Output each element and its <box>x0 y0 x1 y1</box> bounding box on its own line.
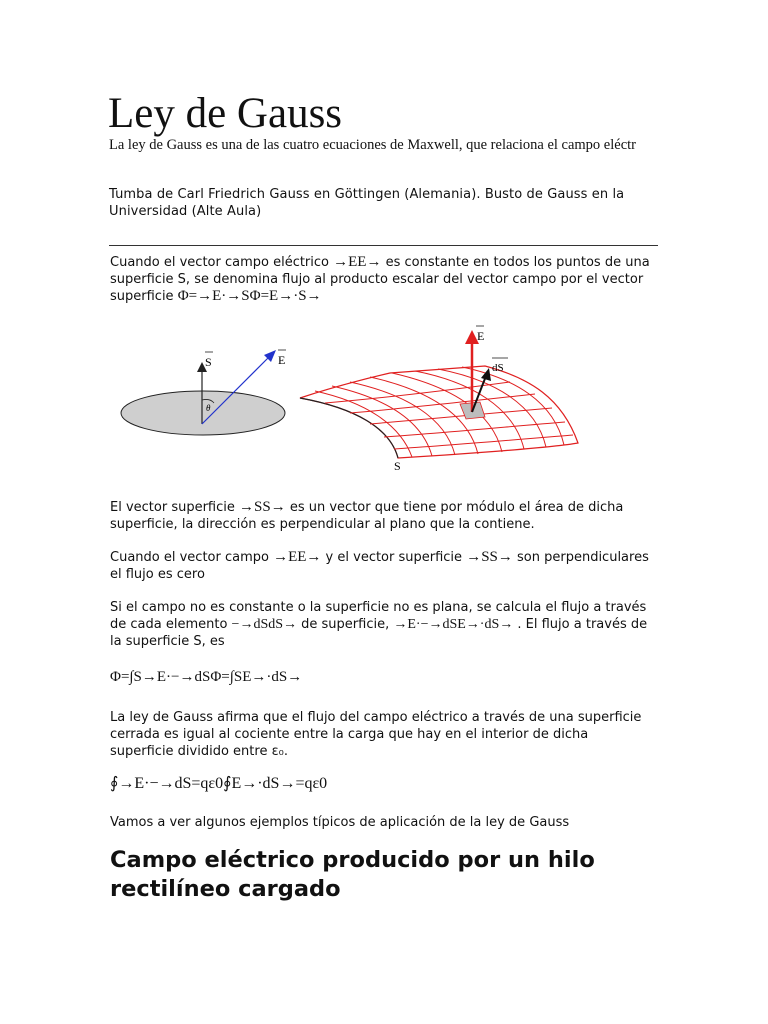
text: El vector superficie <box>110 500 240 515</box>
intro-paragraph: La ley de Gauss es una de las cuatro ecuaciones de Maxwell, que relaciona el campo eléctr <box>109 137 636 153</box>
math-inline: →EE→ <box>333 254 382 270</box>
paragraph-nonconstant-field <box>110 599 655 650</box>
text: . El flujo a través de la superficie S, es <box>110 617 648 649</box>
image-caption: Tumba de Carl Friedrich Gauss en Göttingen (Alemania). Busto de Gauss en la Universidad (Alte Aula) <box>109 187 625 219</box>
paragraph-flux-definition <box>110 254 655 305</box>
flux-integral-equation: Φ=∫S→E·−→dSΦ=∫SE→·dS→ <box>110 669 303 685</box>
e-label: E <box>278 353 286 367</box>
paragraph-perpendicular <box>110 549 655 583</box>
text: es constante en todos los puntos de una superficie S, se denomina flujo al producto escalar del vector campo por el vector superficie <box>110 255 650 304</box>
text: es un vector que tiene por módulo el área de dicha superficie, la dirección es perpendicular al plano que la contiene. <box>110 500 624 532</box>
flux-figure <box>110 318 630 478</box>
math-inline: →SS→ <box>239 499 286 515</box>
gauss-law-equation: ∮→E·−→dS=qε0∮E→·dS→=qε0 <box>110 775 328 792</box>
math-inline: Φ=→E·→SΦ=E→·S→ <box>177 288 322 304</box>
paragraph-examples-intro: Vamos a ver algunos ejemplos típicos de aplicación de la ley de Gauss <box>110 815 570 830</box>
section-heading: Campo eléctrico producido por un hilo rectilíneo cargado <box>110 847 595 902</box>
text: son perpendiculares el flujo es cero <box>110 550 649 582</box>
text: Si el campo no es constante o la superficie no es plana, se calcula el flujo a través de cada elemento <box>110 600 647 632</box>
paragraph-gauss-law: La ley de Gauss afirma que el flujo del campo eléctrico a través de una superficie cerrada es igual al cociente entre la carga que hay en el interior de dicha superficie dividido entre ε₀. <box>110 710 642 759</box>
math-inline: →EE→ <box>273 549 322 565</box>
text: Cuando el vector campo <box>110 550 274 565</box>
text: de superficie, <box>297 617 394 632</box>
text: y el vector superficie <box>321 550 467 565</box>
e-label: E <box>477 329 485 343</box>
page-title: Ley de Gauss <box>108 90 343 137</box>
flat-surface-diagram <box>121 350 286 435</box>
angle-label: θ <box>206 403 211 413</box>
s-label: S <box>205 355 212 369</box>
horizontal-rule <box>109 245 658 246</box>
flat-surface-disc <box>121 391 285 435</box>
text: Cuando el vector campo eléctrico <box>110 255 334 270</box>
paragraph-surface-vector <box>110 499 655 533</box>
math-inline: →E·−→dSE→·dS→ <box>393 617 514 632</box>
s-label: S <box>394 459 401 473</box>
surface-outline <box>300 366 578 458</box>
curved-surface-diagram <box>300 326 578 473</box>
math-inline: →SS→ <box>466 549 513 565</box>
ds-label: dS <box>492 362 504 374</box>
math-inline: −→dSdS→ <box>231 617 298 632</box>
